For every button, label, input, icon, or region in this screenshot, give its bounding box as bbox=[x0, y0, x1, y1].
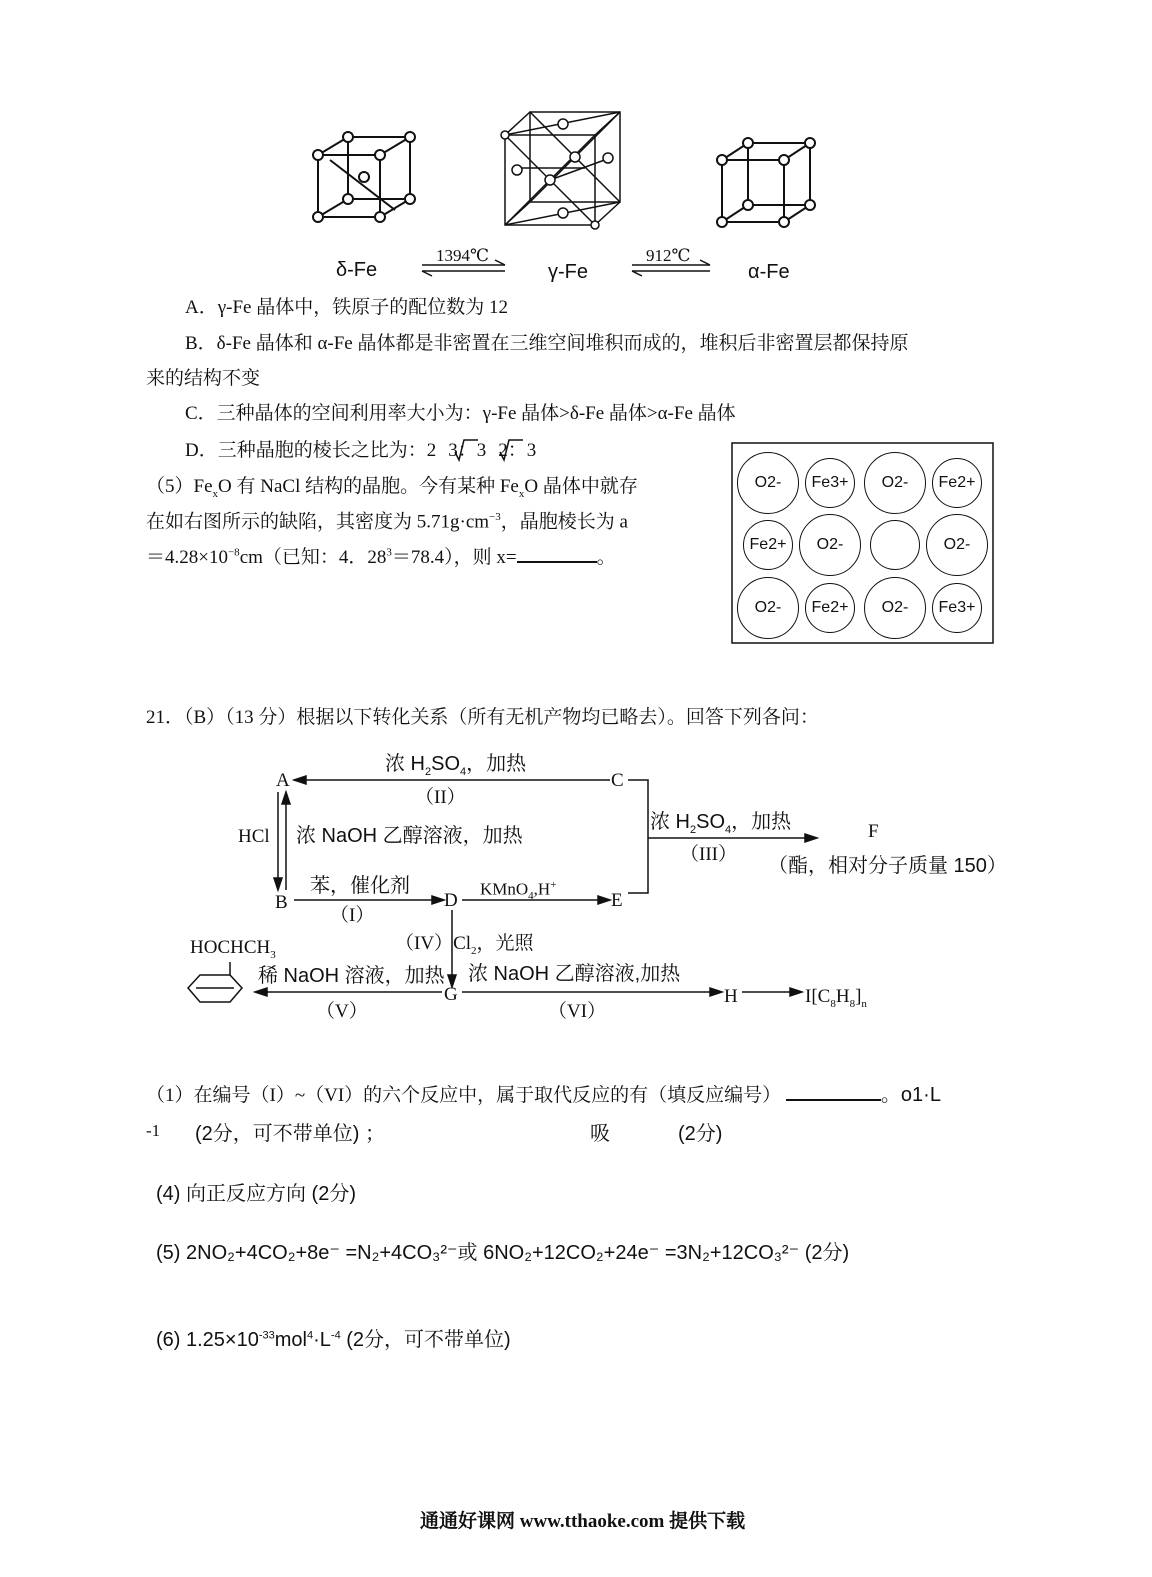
compound-b: B bbox=[275, 892, 288, 913]
reaction-ii-conditions: 浓 $H_2SO_4$，加热 bbox=[385, 753, 527, 778]
reaction-i-label: （I） bbox=[330, 905, 375, 926]
compound-f: F bbox=[868, 821, 879, 842]
option-b-line1: B．δ-Fe 晶体和 α-Fe 晶体都是非密置在三维空间堆积而成的，堆积后非密置层都保持原 bbox=[185, 333, 909, 354]
alpha-fe-label: α-Fe bbox=[748, 261, 790, 283]
q21-title: 21．（B）（13 分）根据以下转化关系（所有无机产物均已略去）。回答下列各问： bbox=[146, 707, 819, 728]
reaction-iv-conditions: $(IV)Cl_2$，光照 bbox=[395, 933, 534, 957]
ion-o2: O2- bbox=[799, 514, 861, 576]
delta-fe-label: δ-Fe bbox=[336, 259, 378, 281]
ion-o2: O2- bbox=[737, 452, 799, 514]
ion-fe2: Fe2+ bbox=[805, 583, 855, 633]
q5-line3: $=4.28\times 10^{-8}cm$（已知：4．$28^3=78.4$），则 x= 。 bbox=[146, 546, 616, 568]
answer-1-note: (2分，可不带单位) ； bbox=[195, 1123, 385, 1145]
kmno4-conditions: KMnO$_4$,H+ bbox=[480, 879, 557, 903]
compound-h: H bbox=[724, 986, 738, 1007]
answer-4: (4) 向正反应方向 (2分) bbox=[156, 1183, 356, 1205]
ion-o2: O2- bbox=[737, 577, 799, 639]
compound-c: C bbox=[611, 770, 624, 791]
answer-blank-x[interactable] bbox=[517, 547, 597, 563]
reaction-v-conditions: 稀 NaOH 溶液，加热 bbox=[258, 965, 445, 987]
temp-1394-label: 1394℃ bbox=[436, 246, 490, 265]
reaction-vi-label: （VI） bbox=[548, 1001, 607, 1022]
footer: 通通好课网 www.tthaoke.com 提供下载 bbox=[420, 1511, 746, 1532]
benzene-ring-icon bbox=[188, 962, 242, 1002]
option-d: D．三种晶胞的棱长之比为：2 3：3 2：3 bbox=[185, 440, 537, 461]
compound-a: A bbox=[276, 770, 290, 791]
reaction-vi-conditions: 浓 NaOH 乙醇溶液,加热 bbox=[468, 963, 681, 985]
compound-f-description: （酯，相对分子质量 150） bbox=[768, 855, 1007, 877]
compound-d: D bbox=[444, 890, 458, 911]
compound-g: G bbox=[444, 984, 458, 1005]
gamma-fe-fcc-cell bbox=[501, 112, 620, 229]
q5-line2: 在如右图所示的缺陷，其密度为 $5.71g\cdot cm^{-3}$，晶胞棱长为 a bbox=[146, 511, 628, 533]
polymer-i: $I[C_8H_8]_n$ bbox=[805, 986, 867, 1010]
answer-1: （1）在编号（I）~（VI）的六个反应中，属于取代反应的有（填反应编号） 。o1·L bbox=[146, 1084, 941, 1106]
answer-1-superscript: -1 bbox=[146, 1121, 161, 1140]
reaction-ii-label: （II） bbox=[415, 787, 466, 808]
compound-e: E bbox=[611, 890, 623, 911]
gamma-fe-label: γ-Fe bbox=[548, 261, 588, 283]
ion-fe3: Fe3+ bbox=[932, 583, 982, 633]
option-b-line2: 来的结构不变 bbox=[146, 368, 261, 389]
option-c: C．三种晶体的空间利用率大小为：γ-Fe 晶体>δ-Fe 晶体>α-Fe 晶体 bbox=[185, 403, 736, 424]
answer-6: (6) $1.25\times 10^{-33}mol^4\cdot L^{-4}$ (2分，可不带单位) bbox=[156, 1329, 511, 1351]
reaction-v-label: （V） bbox=[316, 1001, 368, 1022]
product-hochch3: $HOCHCH_3$ bbox=[190, 937, 276, 961]
reaction-iii-label: （III） bbox=[680, 844, 737, 865]
answer-absorb-score: (2分) bbox=[678, 1123, 723, 1145]
ion-fe2: Fe2+ bbox=[932, 458, 982, 508]
naoh-ethanol-label: 浓 NaOH 乙醇溶液，加热 bbox=[296, 825, 523, 847]
temp-912-label: 912℃ bbox=[646, 246, 691, 265]
answer-5: (5) 2NO₂+4CO₂+8e⁻ =N₂+4CO₃²⁻或 6NO₂+12CO₂+24e⁻ =3N₂+12CO₃²⁻ (2分) bbox=[156, 1242, 850, 1264]
answer-absorb: 吸 bbox=[590, 1123, 610, 1145]
option-a: A．γ-Fe 晶体中，铁原子的配位数为 12 bbox=[185, 297, 508, 318]
ion-fe3: Fe3+ bbox=[805, 458, 855, 508]
hcl-label: HCl bbox=[238, 826, 270, 847]
answer-blank-1[interactable] bbox=[786, 1085, 881, 1101]
ion-o2: O2- bbox=[926, 514, 988, 576]
reaction-i-conditions: 苯，催化剂 bbox=[310, 875, 410, 897]
ion-fe2: Fe2+ bbox=[743, 520, 793, 570]
ion-o2: O2- bbox=[864, 452, 926, 514]
ion-o2: O2- bbox=[864, 577, 926, 639]
alpha-fe-bcc-cell bbox=[717, 138, 815, 227]
delta-fe-bcc-cell bbox=[313, 132, 415, 222]
vacancy-circle bbox=[870, 520, 920, 570]
reaction-iii-conditions: 浓 $H_2SO_4$，加热 bbox=[650, 811, 792, 836]
q5-line1: $(5)Fe_xO$ 有 NaCl 结构的晶胞。今有某种 $Fe_xO$ 晶体中就存 bbox=[146, 476, 638, 500]
